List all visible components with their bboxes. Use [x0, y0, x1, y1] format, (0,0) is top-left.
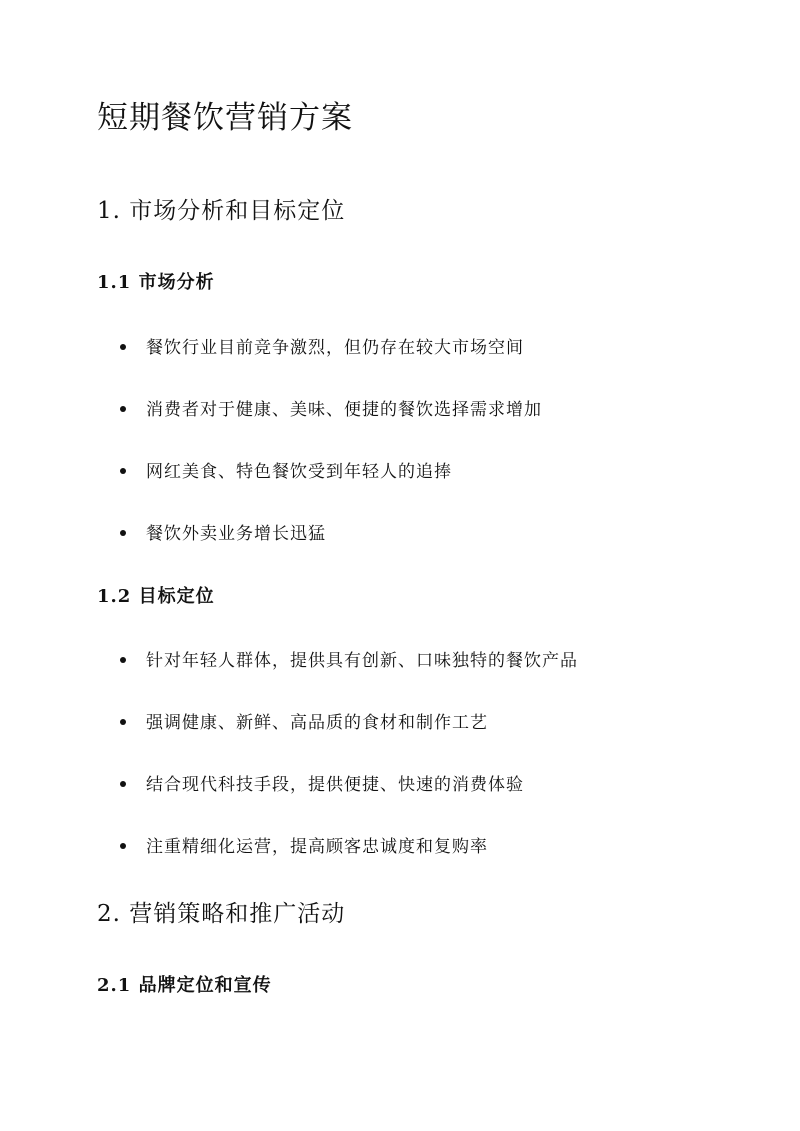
list-item-text: 餐饮行业目前竞争激烈，但仍存在较大市场空间: [146, 338, 524, 358]
list-item-text: 强调健康、新鲜、高品质的食材和制作工艺: [146, 713, 488, 733]
section-heading-1: 1. 市场分析和目标定位: [97, 198, 346, 224]
list-item-text: 网红美食、特色餐饮受到年轻人的追捧: [146, 462, 452, 482]
subsection-heading-2-1: 2.1 品牌定位和宣传: [97, 975, 272, 996]
list-item-text: 结合现代科技手段，提供便捷、快速的消费体验: [146, 775, 524, 795]
bullet-icon: [120, 344, 126, 350]
subsection-heading-1-1: 1.1 市场分析: [97, 272, 215, 293]
bullet-icon: [120, 657, 126, 663]
subsection-heading-1-2: 1.2 目标定位: [97, 586, 215, 607]
list-item: [120, 397, 542, 423]
bullet-icon: [120, 406, 126, 412]
list-item-text: 针对年轻人群体，提供具有创新、口味独特的餐饮产品: [146, 651, 578, 671]
list-item: [120, 521, 326, 547]
bullet-icon: [120, 468, 126, 474]
list-item: [120, 459, 452, 485]
list-item: [120, 772, 524, 798]
list-item-text: 餐饮外卖业务增长迅猛: [146, 524, 326, 544]
bullet-icon: [120, 530, 126, 536]
bullet-icon: [120, 719, 126, 725]
list-item: [120, 335, 524, 361]
list-item-text: 消费者对于健康、美味、便捷的餐饮选择需求增加: [146, 400, 542, 420]
bullet-icon: [120, 843, 126, 849]
list-item-text: 注重精细化运营，提高顾客忠诚度和复购率: [146, 837, 488, 857]
section-heading-2: 2. 营销策略和推广活动: [97, 901, 346, 927]
list-item: [120, 710, 488, 736]
document-title: 短期餐饮营销方案: [97, 100, 353, 136]
bullet-icon: [120, 781, 126, 787]
list-item: [120, 834, 488, 860]
list-item: [120, 648, 578, 674]
